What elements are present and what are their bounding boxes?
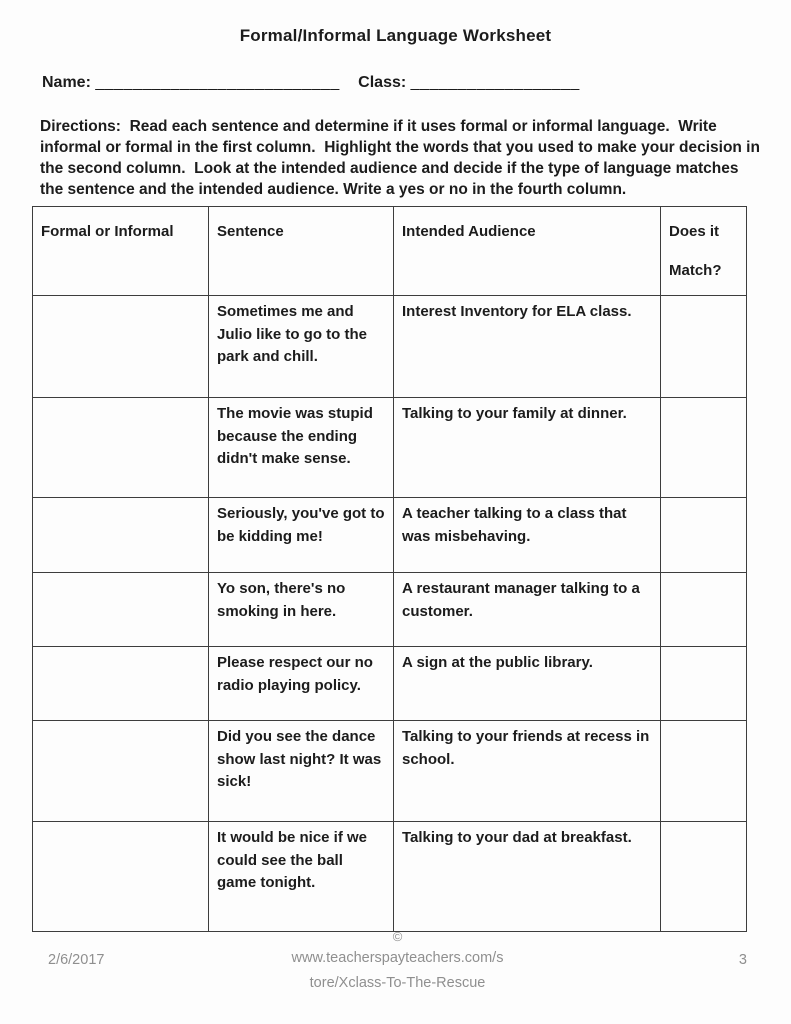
table-row: [33, 647, 747, 721]
worksheet-table: [32, 206, 747, 932]
sentence-cell: Seriously, you've got to be kidding me!: [209, 498, 394, 573]
answer-cell-does-it-match: [661, 647, 747, 721]
name-blank: __________________________: [95, 74, 340, 91]
intended-audience-cell: A teacher talking to a class that was misbehaving.: [394, 498, 661, 573]
footer-attribution: [168, 928, 627, 995]
sentence-cell: It would be nice if we could see the ball game tonight.: [209, 822, 394, 932]
intended-audience-cell: Interest Inventory for ELA class.: [394, 296, 661, 398]
answer-cell-formal-or-informal: [33, 647, 209, 721]
table-header-row: [33, 207, 747, 296]
directions-text: Directions: Read each sentence and determine if it uses formal or informal language. Write informal or formal in the first column. Highlight the words that you used to make your decision in the second column. Look at the intended audience and decide if the type of language matches the sentence and the intended audience. Write a yes or no in the fourth column.: [40, 118, 765, 199]
answer-cell-formal-or-informal: [33, 296, 209, 398]
answer-cell-does-it-match: [661, 721, 747, 822]
page-number: 3: [738, 952, 747, 968]
footer-url-line1: www.teacherspayteachers.com/s: [291, 950, 504, 967]
worksheet-table-body: [33, 296, 747, 932]
table-row: [33, 398, 747, 498]
intended-audience-cell: Talking to your family at dinner.: [394, 398, 661, 498]
page-footer: [0, 928, 791, 995]
sentence-cell: Sometimes me and Julio like to go to the park and chill.: [209, 296, 394, 398]
answer-cell-formal-or-informal: [33, 822, 209, 932]
copyright-symbol: ©: [392, 929, 403, 944]
sentence-cell: Please respect our no radio playing policy.: [209, 647, 394, 721]
header-formal-or-informal: Formal or Informal: [33, 207, 209, 296]
table-row: [33, 721, 747, 822]
answer-cell-formal-or-informal: [33, 573, 209, 647]
intended-audience-cell: Talking to your friends at recess in school.: [394, 721, 661, 822]
intended-audience-cell: A restaurant manager talking to a customer.: [394, 573, 661, 647]
name-class-line: [42, 74, 791, 92]
header-intended-audience: Intended Audience: [394, 207, 661, 296]
sentence-cell: Yo son, there's no smoking in here.: [209, 573, 394, 647]
answer-cell-does-it-match: [661, 573, 747, 647]
name-label: Name:: [42, 74, 91, 91]
footer-url-line2: tore/Xclass-To-The-Rescue: [309, 974, 486, 991]
answer-cell-does-it-match: [661, 822, 747, 932]
header-does-it-match: Does it Match?: [661, 207, 747, 296]
page-title: Formal/Informal Language Worksheet: [239, 26, 552, 45]
answer-cell-formal-or-informal: [33, 498, 209, 573]
footer-date: 2/6/2017: [48, 952, 105, 968]
answer-cell-does-it-match: [661, 296, 747, 398]
answer-cell-formal-or-informal: [33, 398, 209, 498]
table-row: [33, 822, 747, 932]
header-sentence: Sentence: [209, 207, 394, 296]
table-row: [33, 573, 747, 647]
answer-cell-does-it-match: [661, 498, 747, 573]
answer-cell-formal-or-informal: [33, 721, 209, 822]
intended-audience-cell: Talking to your dad at breakfast.: [394, 822, 661, 932]
class-blank: __________________: [410, 74, 580, 91]
class-label: Class:: [358, 74, 407, 91]
intended-audience-cell: A sign at the public library.: [394, 647, 661, 721]
sentence-cell: Did you see the dance show last night? It was sick!: [209, 721, 394, 822]
sentence-cell: The movie was stupid because the ending didn't make sense.: [209, 398, 394, 498]
answer-cell-does-it-match: [661, 398, 747, 498]
table-row: [33, 498, 747, 573]
table-row: [33, 296, 747, 398]
